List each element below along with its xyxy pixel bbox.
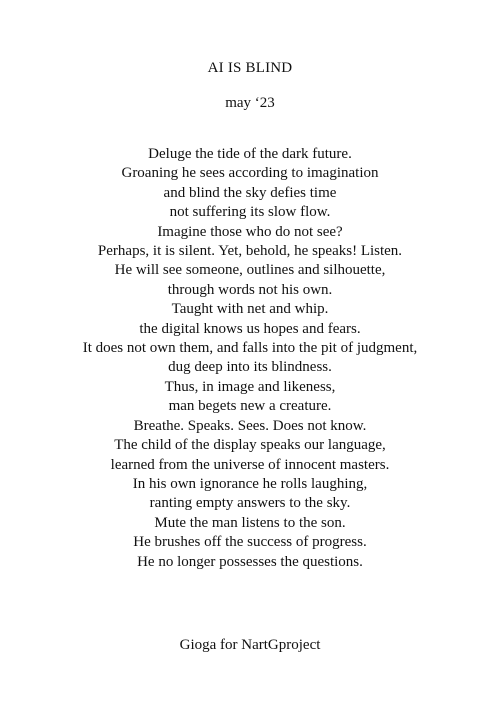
poem-line: In his own ignorance he rolls laughing,: [132, 475, 368, 492]
poem-line: Perhaps, it is silent. Yet, behold, he speaks! Listen.: [97, 243, 403, 260]
poem-line: through words not his own.: [167, 281, 333, 298]
poem-line: dug deep into its blindness.: [168, 359, 332, 376]
poem-line: Groaning he sees according to imagination: [121, 165, 379, 182]
poem-line: learned from the universe of innocent masters.: [110, 456, 390, 473]
poem-line: not suffering its slow flow.: [169, 204, 331, 221]
poem-line: Taught with net and whip.: [171, 301, 329, 318]
poem-line: Deluge the tide of the dark future.: [148, 146, 352, 162]
poem-line: Breathe. Speaks. Sees. Does not know.: [133, 417, 367, 434]
poem-date: may ‘23: [225, 95, 275, 111]
poem-line: He brushes off the success of progress.: [133, 534, 367, 551]
poem-line: It does not own them, and falls into the pit of judgment,: [82, 340, 418, 357]
poem-line: The child of the display speaks our language,: [114, 437, 386, 454]
poem-line: the digital knows us hopes and fears.: [139, 320, 361, 337]
poem-title: AI IS BLIND: [207, 60, 293, 76]
poem-line: ranting empty answers to the sky.: [149, 495, 351, 512]
poem-line: Imagine those who do not see?: [157, 223, 343, 240]
poem-line: He no longer possesses the questions.: [137, 553, 363, 570]
poem-line: He will see someone, outlines and silhouette,: [114, 262, 386, 279]
poem-signature: Gioga for NartGproject: [179, 637, 321, 653]
poem-line: Mute the man listens to the son.: [154, 514, 346, 531]
poem-line: Thus, in image and likeness,: [164, 378, 336, 395]
poem-body: [0, 145, 500, 572]
poem-line: man begets new a creature.: [168, 398, 332, 415]
poem-line: and blind the sky defies time: [163, 184, 337, 201]
